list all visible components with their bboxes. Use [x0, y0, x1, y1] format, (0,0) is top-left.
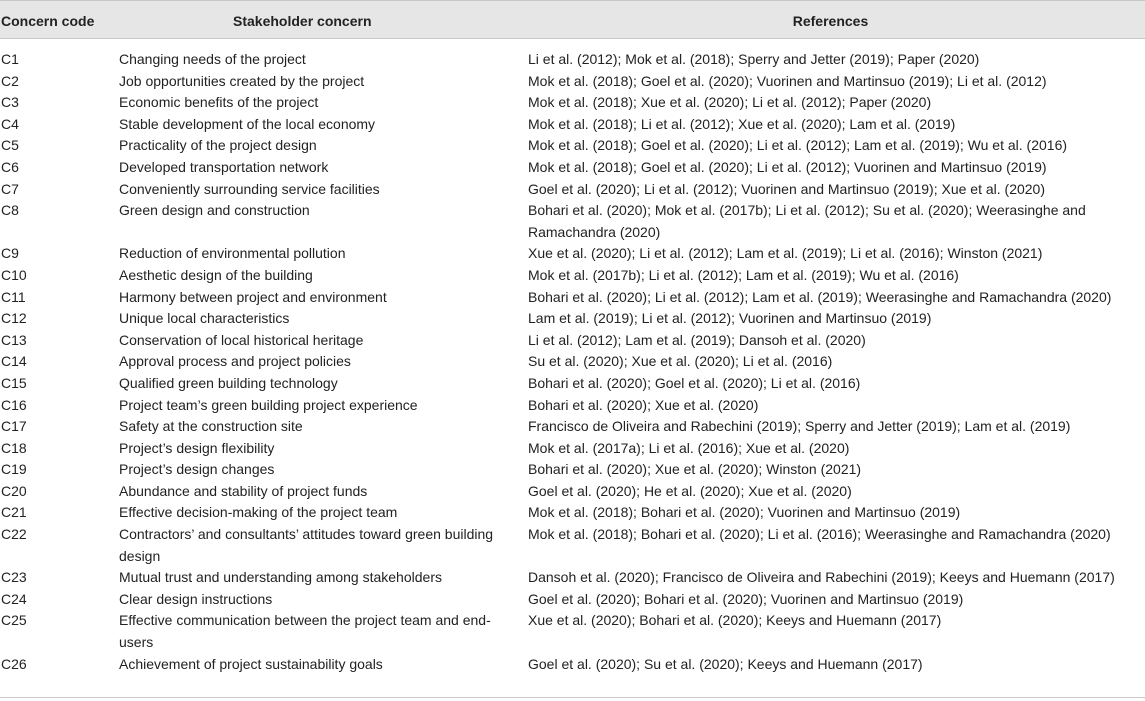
concern-code-cell: C11 [1, 288, 26, 305]
header-row [0, 1, 1145, 39]
stakeholder-concern-cell: Project team’s green building project experience [119, 396, 418, 413]
stakeholder-concern-cell: Developed transportation network [119, 158, 329, 175]
concern-code-cell: C1 [1, 51, 19, 67]
concern-code-cell: C3 [1, 94, 19, 111]
table-row [0, 654, 1145, 676]
concern-code-cell: C19 [1, 461, 27, 478]
concern-code-cell: C12 [1, 310, 27, 327]
references-cell: Xue et al. (2020); Bohari et al. (2020); Keeys and Huemann (2017) [528, 612, 942, 629]
concern-code-cell: C7 [1, 180, 19, 197]
concern-code-cell: C18 [1, 439, 27, 456]
stakeholder-concern-cell: Job opportunities created by the project [119, 72, 365, 89]
header-references: References [528, 1, 1145, 39]
stakeholder-concern-cell: Green design and construction [119, 202, 310, 219]
stakeholder-concern-cell: Contractors’ and consultants’ attitudes toward green building design [119, 526, 494, 564]
table-row [0, 71, 1145, 93]
references-cell: Goel et al. (2020); He et al. (2020); Xue et al. (2020) [528, 482, 852, 499]
table-row [0, 179, 1145, 201]
stakeholder-concern-cell: Abundance and stability of project funds [119, 482, 368, 499]
concern-code-cell: C4 [1, 115, 19, 132]
references-cell: Goel et al. (2020); Li et al. (2012); Vuorinen and Martinsuo (2019); Xue et al. (2020) [528, 180, 1046, 197]
references-cell: Francisco de Oliveira and Rabechini (2019); Sperry and Jetter (2019); Lam et al. (2019) [528, 418, 1071, 435]
table-row [0, 157, 1145, 179]
table-row [0, 308, 1145, 330]
header-stakeholder-concern: Stakeholder concern [119, 1, 528, 39]
concern-code-cell: C5 [1, 137, 19, 154]
table-row [0, 481, 1145, 503]
table-row [0, 114, 1145, 136]
table-row [0, 200, 1145, 243]
table-row [0, 589, 1145, 611]
references-cell: Mok et al. (2018); Bohari et al. (2020); Li et al. (2016); Weerasinghe and Ramachandra (2020) [528, 526, 1111, 543]
stakeholder-concern-cell: Stable development of the local economy [119, 115, 376, 132]
references-cell: Lam et al. (2019); Li et al. (2012); Vuorinen and Martinsuo (2019) [528, 310, 932, 327]
table-row [0, 92, 1145, 114]
concern-code-cell: C9 [1, 245, 19, 262]
table-row [0, 243, 1145, 265]
concern-code-cell: C10 [1, 266, 27, 283]
table-row [0, 438, 1145, 460]
stakeholder-concern-cell: Harmony between project and environment [119, 288, 387, 305]
references-cell: Mok et al. (2018); Li et al. (2012); Xue et al. (2020); Lam et al. (2019) [528, 115, 956, 132]
table-row [0, 373, 1145, 395]
stakeholder-concern-cell: Clear design instructions [119, 590, 273, 607]
table-row [0, 265, 1145, 287]
references-cell: Xue et al. (2020); Li et al. (2012); Lam et al. (2019); Li et al. (2016); Winston (2021) [528, 245, 1043, 262]
concern-code-cell: C6 [1, 158, 19, 175]
references-cell: Goel et al. (2020); Bohari et al. (2020); Vuorinen and Martinsuo (2019) [528, 590, 964, 607]
references-cell: Mok et al. (2018); Goel et al. (2020); Li et al. (2012); Vuorinen and Martinsuo (2019) [528, 158, 1047, 175]
table-bottom-rule [0, 697, 1145, 698]
table-row [0, 524, 1145, 567]
references-cell: Mok et al. (2017b); Li et al. (2012); Lam et al. (2019); Wu et al. (2016) [528, 266, 959, 283]
table-row [0, 287, 1145, 309]
references-cell: Su et al. (2020); Xue et al. (2020); Li et al. (2016) [528, 353, 833, 370]
references-cell: Bohari et al. (2020); Xue et al. (2020) [528, 396, 759, 413]
references-cell: Mok et al. (2018); Goel et al. (2020); Li et al. (2012); Lam et al. (2019); Wu et al. (2016) [528, 137, 1068, 154]
concern-code-cell: C20 [1, 482, 27, 499]
references-cell: Mok et al. (2018); Xue et al. (2020); Li et al. (2012); Paper (2020) [528, 94, 932, 111]
references-cell: Mok et al. (2018); Goel et al. (2020); Vuorinen and Martinsuo (2019); Li et al. (2012) [528, 72, 1047, 89]
references-cell: Dansoh et al. (2020); Francisco de Oliveira and Rabechini (2019); Keeys and Huemann (2017) [528, 569, 1115, 586]
table-row [0, 330, 1145, 352]
stakeholder-concern-cell: Conveniently surrounding service facilities [119, 180, 380, 197]
references-cell: Bohari et al. (2020); Goel et al. (2020); Li et al. (2016) [528, 374, 861, 391]
stakeholder-concern-cell: Economic benefits of the project [119, 94, 319, 111]
references-cell: Bohari et al. (2020); Li et al. (2012); Lam et al. (2019); Weerasinghe and Ramachandra (2020) [528, 288, 1112, 305]
stakeholder-concern-cell: Qualified green building technology [119, 374, 338, 391]
concern-code-cell: C25 [1, 612, 27, 629]
table-row [0, 351, 1145, 373]
table-row [0, 502, 1145, 524]
table-body [0, 39, 1145, 676]
concern-code-cell: C13 [1, 331, 27, 348]
concern-code-cell: C24 [1, 590, 27, 607]
table-row [0, 395, 1145, 417]
stakeholder-concern-cell: Unique local characteristics [119, 310, 290, 327]
stakeholder-concern-cell: Conservation of local historical heritage [119, 331, 364, 348]
stakeholder-concern-cell: Mutual trust and understanding among stakeholders [119, 569, 442, 586]
references-cell: Bohari et al. (2020); Xue et al. (2020); Winston (2021) [528, 461, 862, 478]
stakeholder-concern-cell: Achievement of project sustainability goals [119, 655, 383, 672]
stakeholder-concern-cell: Changing needs of the project [119, 51, 306, 67]
stakeholder-concern-cell: Project’s design changes [119, 461, 275, 478]
table-header [0, 1, 1145, 39]
concern-code-cell: C23 [1, 569, 27, 586]
table-row [0, 567, 1145, 589]
stakeholder-concern-cell: Aesthetic design of the building [119, 266, 313, 283]
stakeholder-concern-cell: Effective decision-making of the project team [119, 504, 398, 521]
stakeholder-concern-cell: Approval process and project policies [119, 353, 351, 370]
table-row [0, 135, 1145, 157]
stakeholder-concern-cell: Reduction of environmental pollution [119, 245, 346, 262]
table-row [0, 610, 1145, 653]
concern-code-cell: C16 [1, 396, 27, 413]
stakeholder-concern-cell: Effective communication between the project team and end-users [119, 612, 491, 651]
references-cell: Mok et al. (2018); Bohari et al. (2020); Vuorinen and Martinsuo (2019) [528, 504, 961, 521]
stakeholder-concern-cell: Project’s design flexibility [119, 439, 275, 456]
references-cell: Bohari et al. (2020); Mok et al. (2017b); Li et al. (2012); Su et al. (2020); Weerasinghe and Ramachandra (2020) [528, 202, 1086, 240]
stakeholder-concern-cell: Practicality of the project design [119, 137, 317, 154]
references-cell: Li et al. (2012); Lam et al. (2019); Dansoh et al. (2020) [528, 331, 866, 348]
concern-code-cell: C17 [1, 418, 27, 435]
table-row [0, 416, 1145, 438]
references-cell: Goel et al. (2020); Su et al. (2020); Keeys and Huemann (2017) [528, 655, 923, 672]
references-cell: Li et al. (2012); Mok et al. (2018); Sperry and Jetter (2019); Paper (2020) [528, 51, 980, 67]
stakeholder-concern-cell: Safety at the construction site [119, 418, 303, 435]
concern-code-cell: C14 [1, 353, 27, 370]
concern-code-cell: C2 [1, 72, 19, 89]
concern-code-cell: C22 [1, 526, 27, 543]
header-concern-code: Concern code [0, 1, 119, 39]
concern-code-cell: C15 [1, 374, 27, 391]
concern-code-cell: C21 [1, 504, 27, 521]
table-row [0, 39, 1145, 71]
concern-code-cell: C8 [1, 202, 19, 219]
table-row [0, 459, 1145, 481]
concern-code-cell: C26 [1, 655, 27, 672]
references-cell: Mok et al. (2017a); Li et al. (2016); Xue et al. (2020) [528, 439, 850, 456]
